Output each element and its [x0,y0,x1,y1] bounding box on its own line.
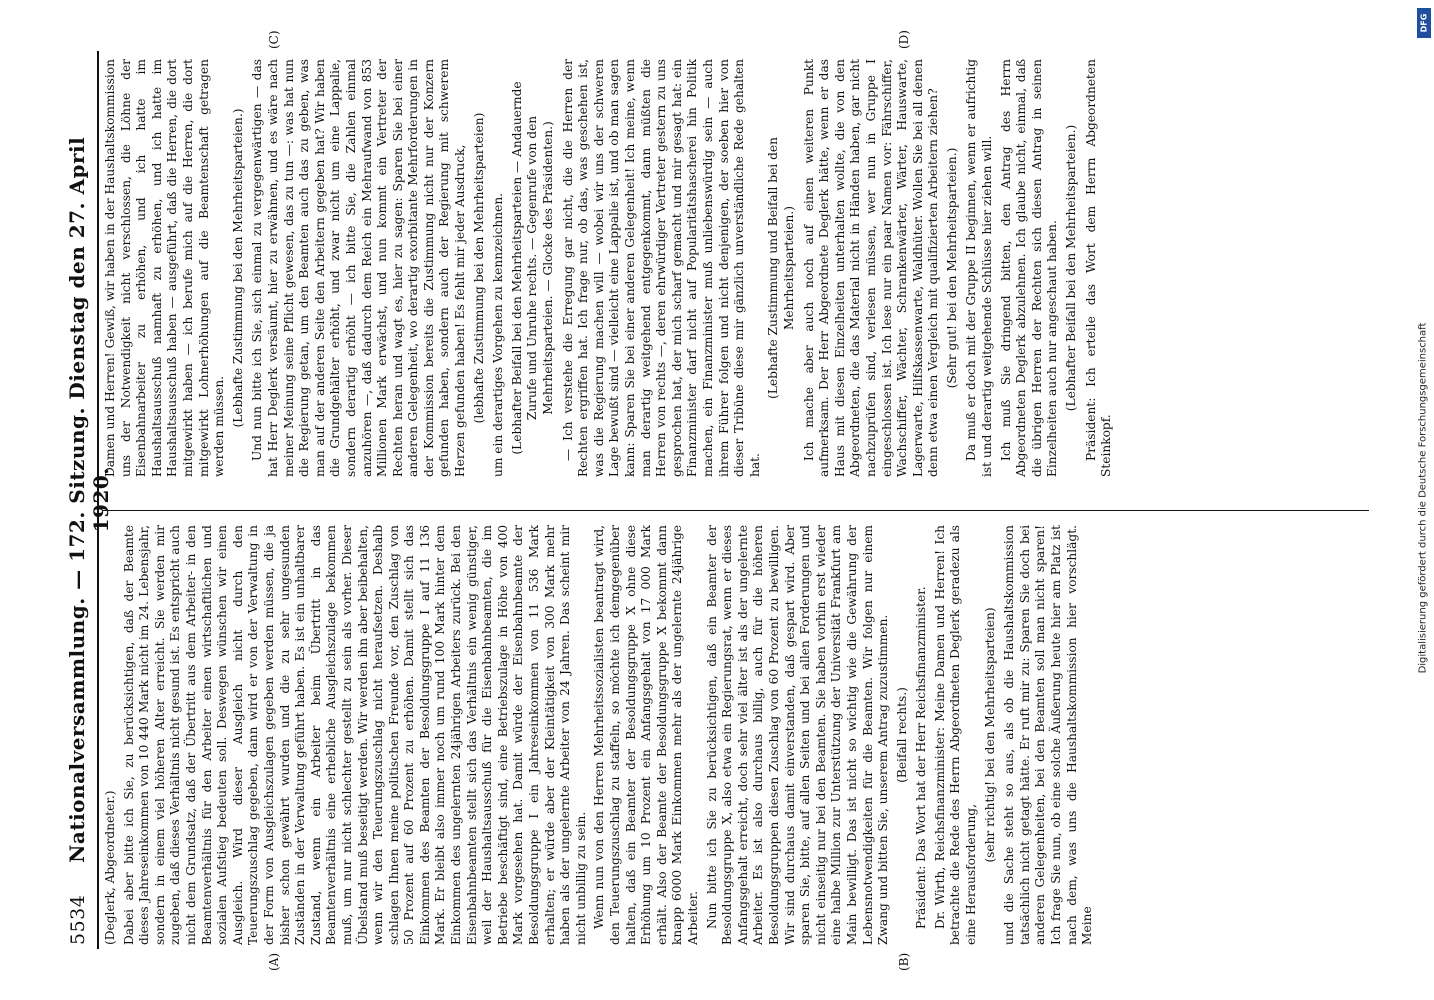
stage-direction: (Sehr gut! bei den Mehrheitsparteien.) [944,147,959,389]
paragraph: Präsident: Ich erteile das Wort dem Herrn Abgeordneten Steinkopf. [1083,59,1114,477]
stage-direction: (Beifall rechts.) [894,687,909,783]
digitization-note-text: Digitalisierung gefördert durch die Deutsche Forschungsgemeinschaft [1417,322,1429,674]
right-column [103,59,1369,477]
paragraph: Dr. Wirth, Reichsfinanzminister: Meine Damen und Herren! Ich betrachte die Rede des Herrn Abgeordneten Deglerk geradezu als eine Herausforderung, [932,525,979,945]
paragraph: Dabei aber bitte ich Sie, zu berücksichtigen, daß der Beamte dieses Jahreseinkommen von 10 440 Mark nicht im 24. Lebensjahr, sondern in einem viel höheren Alter erreicht. Sie werden mir zugeben, daß dieses Verhältnis nicht gesund ist. Es entspricht auch nicht dem Grundsatz, daß der Übertritt aus dem Arbeiter- in den Beamtenverhältnis für den Arbeiter einen wirtschaftlichen und sozialen Aufstieg bedeuten soll. Deswegen wünschen wir einen Ausgleich. Wird dieser Ausgleich nicht durch den Teuerungszuschlag gegeben, dann wird er von der Verwaltung in der Form von Ausgleichszulagen gegeben werden müssen, die ja bisher schon gewährt wurden und die zu sehr ungesunden Zuständen in der Verwaltung geführt haben. Es ist ein unhaltbarer Zustand, wenn ein Arbeiter beim Übertritt in das Beamtenverhältnis eine erhebliche Ausgleichszulage bekommen muß, um nur nicht schlechter gestellt zu sein als vorher. Dieser Übelstand muß beseitigt werden. Wir werden ihn aber beibehalten, wenn wir den Teuerungszuschlag nicht heraufsetzen. Deshalb schlagen Ihnen meine politischen Freunde vor, den Zuschlag von 50 Prozent auf 60 Prozent zu erhöhen. Damit stellt sich das Einkommen des Beamten der Besoldungsgruppe I auf 11 136 Mark. Er bleibt also immer noch um rund 100 Mark hinter dem Einkommen des ungelernten 24jährigen Arbeiters zurück. Bei den Eisenbahnbeamten stellt sich das Verhältnis ein wenig günstiger, weil der Haushaltsausschuß für die Eisenbahnbeamten, die im Betriebe beschäftigt sind, eine Betriebszulage in Höhe von 400 Mark vorgesehen hat. Damit würde der Eisenbahnbeamte der Besoldungsgruppe I ein Jahreseinkommen von 11 536 Mark erhalten; er würde aber der Kleintätigkeit von 300 Mark mehr haben als der ungelernte Arbeiter von 24 Jahren. Das scheint mir nicht unbillig zu sein. [121,525,588,945]
stage-direction: (Lebhafter Beifall bei den Mehrheitsparteien — Andauernde Zurufe und Unruhe rechts. — Gegenrufe von den Mehrheitsparteien. — Glocke des Präsidenten.) [509,81,556,455]
stage-direction: (lebhafte Zustimmung bei den Mehrheitsparteien) [471,112,486,424]
header-rule [97,51,99,949]
paragraph: Wenn nun von den Herren Mehrheitssozialisten beantragt wird, den Teuerungszuschlag zu staffeln, so möchte ich demgegenüber halten, daß ein Beamter der Besoldungsgruppe X ohne diese Erhöhung um 10 Prozent ein Anfangsgehalt von 17 000 Mark erhält. Also der Beamte der Besoldungsgruppe X bekommt dann knapp 6000 Mark Einkommen mehr als der ungelernte 24jährige Arbeiter. [592,525,700,945]
stage-direction: (Lebhafter Beifall bei den Mehrheitsparteien.) [1064,124,1079,412]
paragraph: Ich muß Sie dringend bitten, den Antrag des Herrn Abgeordneten Deglerk abzulehnen. Ich glaube nicht, einmal, daß die übrigen Herren der Rechten sich diesen Antrag in seinen Einzelheiten auch nur angeschaut haben. [998,59,1060,477]
page-title: Nationalversammlung. — 172. Sitzung. Dienstag den 27. April 1920. [65,136,113,863]
paragraph: Da muß er doch mit der Gruppe II beginnen, wenn er aufrichtig ist und derartig weitgehende Schlüsse hier ziehen will. [964,59,995,477]
digitization-note [1414,8,1432,988]
margin-marker-b: (B) [897,952,911,971]
paragraph: und die Sache steht so aus, als ob die Haushaltskommission tatsächlich nicht getagt hätte. Er ruft mir zu: Sparen Sie doch bei anderen Gelegenheiten, bei den Beamten soll man nicht sparen! Ich frage Sie nun, ob eine solche Äußerung heute hier am Platz ist nach dem, was uns die Haushaltskommission hier vorschlägt. Meine [1002,525,1095,945]
column-divider [103,510,1369,511]
stage-direction: (Lebhafte Zustimmung und Beifall bei den Mehrheitsparteien.) [766,137,796,399]
margin-marker-a: (A) [267,952,281,971]
stage-direction: (sehr richtig! bei den Mehrheitsparteien) [982,607,997,863]
paragraph: (Deglerk, Abgeordneter.) [103,790,117,945]
paragraph: um ein derartiges Vorgehen zu kennzeichnen. [491,192,506,477]
stage-direction: (Lebhafte Zustimmung bei den Mehrheitsparteien.) [230,108,245,428]
page-number: 5534 [67,894,89,945]
paragraph: Damen und Herren! Gewiß, wir haben in der Haushaltskommission uns der Notwendigkeit nicht verschlossen, die Löhne der Eisenbahnarbeiter zu erhöhen, und ich hatte im Haushaltsausschuß namhaft zu erhöhen, und ich hatte im Haushaltsausschuß haben — ausgeführt, daß die Herren, die dort mitgewirkt haben — ich berufe mich auf die Herren, die dort mitgewirkt Lohnerhöhungen auf die Beamtenschaft getragen werden müssen. [103,59,227,477]
rotated-page [57,15,1377,985]
left-column [103,525,1369,945]
margin-marker-d: (D) [897,30,911,49]
paragraph: Nun bitte ich Sie zu berücksichtigen, daß ein Beamter der Besoldungsgruppe X, also etwa ein Regierungsrat, wenn er dieses Anfangsgehalt erreicht, doch sehr viel älter ist als der ungelernte Arbeiter. Es ist also durchaus billig, auch für die höheren Besoldungsgruppen diesen Zuschlag von 60 Prozent zu bewilligen. Wir sind durchaus damit einverstanden, daß gespart wird. Aber sparen Sie, bitte, auf allen Seiten und bei allen Forderungen und nicht einseitig nur bei den Beamten. Sie haben vorhin erst wieder eine halbe Million zur Unterstützung der Universität Frankfurt am Main bewilligt. Das ist nicht so wichtig wie die Gewährung der Lebensnotwendigkeiten für die Beamten. Wir folgen nur einem Zwang und bitten Sie, unserem Antrag zuzustimmen. [704,525,891,945]
margin-marker-c: (C) [267,30,281,49]
dfg-logo-text: DFG [1419,13,1429,33]
paragraph: — Ich verstehe die Erregung gar nicht, die die Herren der Rechten ergriffen hat. Ich frage nur, ob das, was geschehen ist, was die Regierung machen will — wobei wir uns der schweren Lage bewußt sind — vielleicht eine Lappalie ist, und ob man sagen kann: Sparen Sie bei einer anderen Gelegenheit! Ich meine, wenn man derartig weitgehend entgegenkommt, dann müßten die Herren von rechts —, deren ehrwürdiger Vertreter gestern zu uns gesprochen hat, der mich scharf gemacht und mir gesagt hat: ein Finanzminister darf nicht auf Popularitätshascherei hin Politik machen, ein Finanzminister muß unliebenswürdig sein — auch ihrem Führer folgen und nicht denjenigen, der soeben hier von dieser Tribüne diese mir gänzlich unverständliche Rede gehalten hat. [560,59,762,477]
dfg-logo [1417,8,1431,38]
paragraph: Präsident: Das Wort hat der Herr Reichsfinanzminister. [914,586,929,929]
paragraph: Und nun bitte ich Sie, sich einmal zu vergegenwärtigen — das hat Herr Deglerk versäumt, hier zu erwähnen, und es wäre nach meiner Meinung seine Pflicht gewesen, das zu tun —: was hat nun die Regierung getan, um den Beamten auch das zu geben, was man auf der anderen Seite den Arbeitern gegeben hat? Wir haben die Grundgehälter erhöht, und zwar nicht um eine Lappalie, sondern derartig erhöht — ich bitte Sie, die Zahlen einmal anzuhören —, daß dadurch dem Reich ein Mehraufwand von 853 Millionen Mark erwächst, und nun kommt ein Vertreter der Rechten heran und wagt es, hier zu sagen: Sparen Sie bei einer anderen Gelegenheit, wo derartig exorbitante Mehrforderungen in der Kommission bereits die Zustimmung nicht nur der Konzern gefunden haben, sondern auch der Regierung mit schwerem Herzen gefunden haben! Es fehlt mir jeder Ausdruck, [250,59,468,477]
paragraph: Ich mache aber auch noch auf einen weiteren Punkt aufmerksam. Der Herr Abgeordnete Deglerk hätte, wenn er das Haus mit diesen Einzelheiten unterhalten wollte, die von den Abgeordneten, die das Material nicht in Händen haben, gar nicht nachzuprüfen sind, verlesen müssen, wer nun in Gruppe I eingeschlossen ist. Ich lese nur ein paar Namen vor: Fährschiffer, Wachschiffer, Wächter, Schrankenwärter, Wärter, Hauswarte, Lagerwarte, Hilfskassenwarte, Waldhüter. Wollen Sie bei all denen denn etwa einen Vergleich mit qualifizierten Arbeitern ziehen? [801,59,941,477]
